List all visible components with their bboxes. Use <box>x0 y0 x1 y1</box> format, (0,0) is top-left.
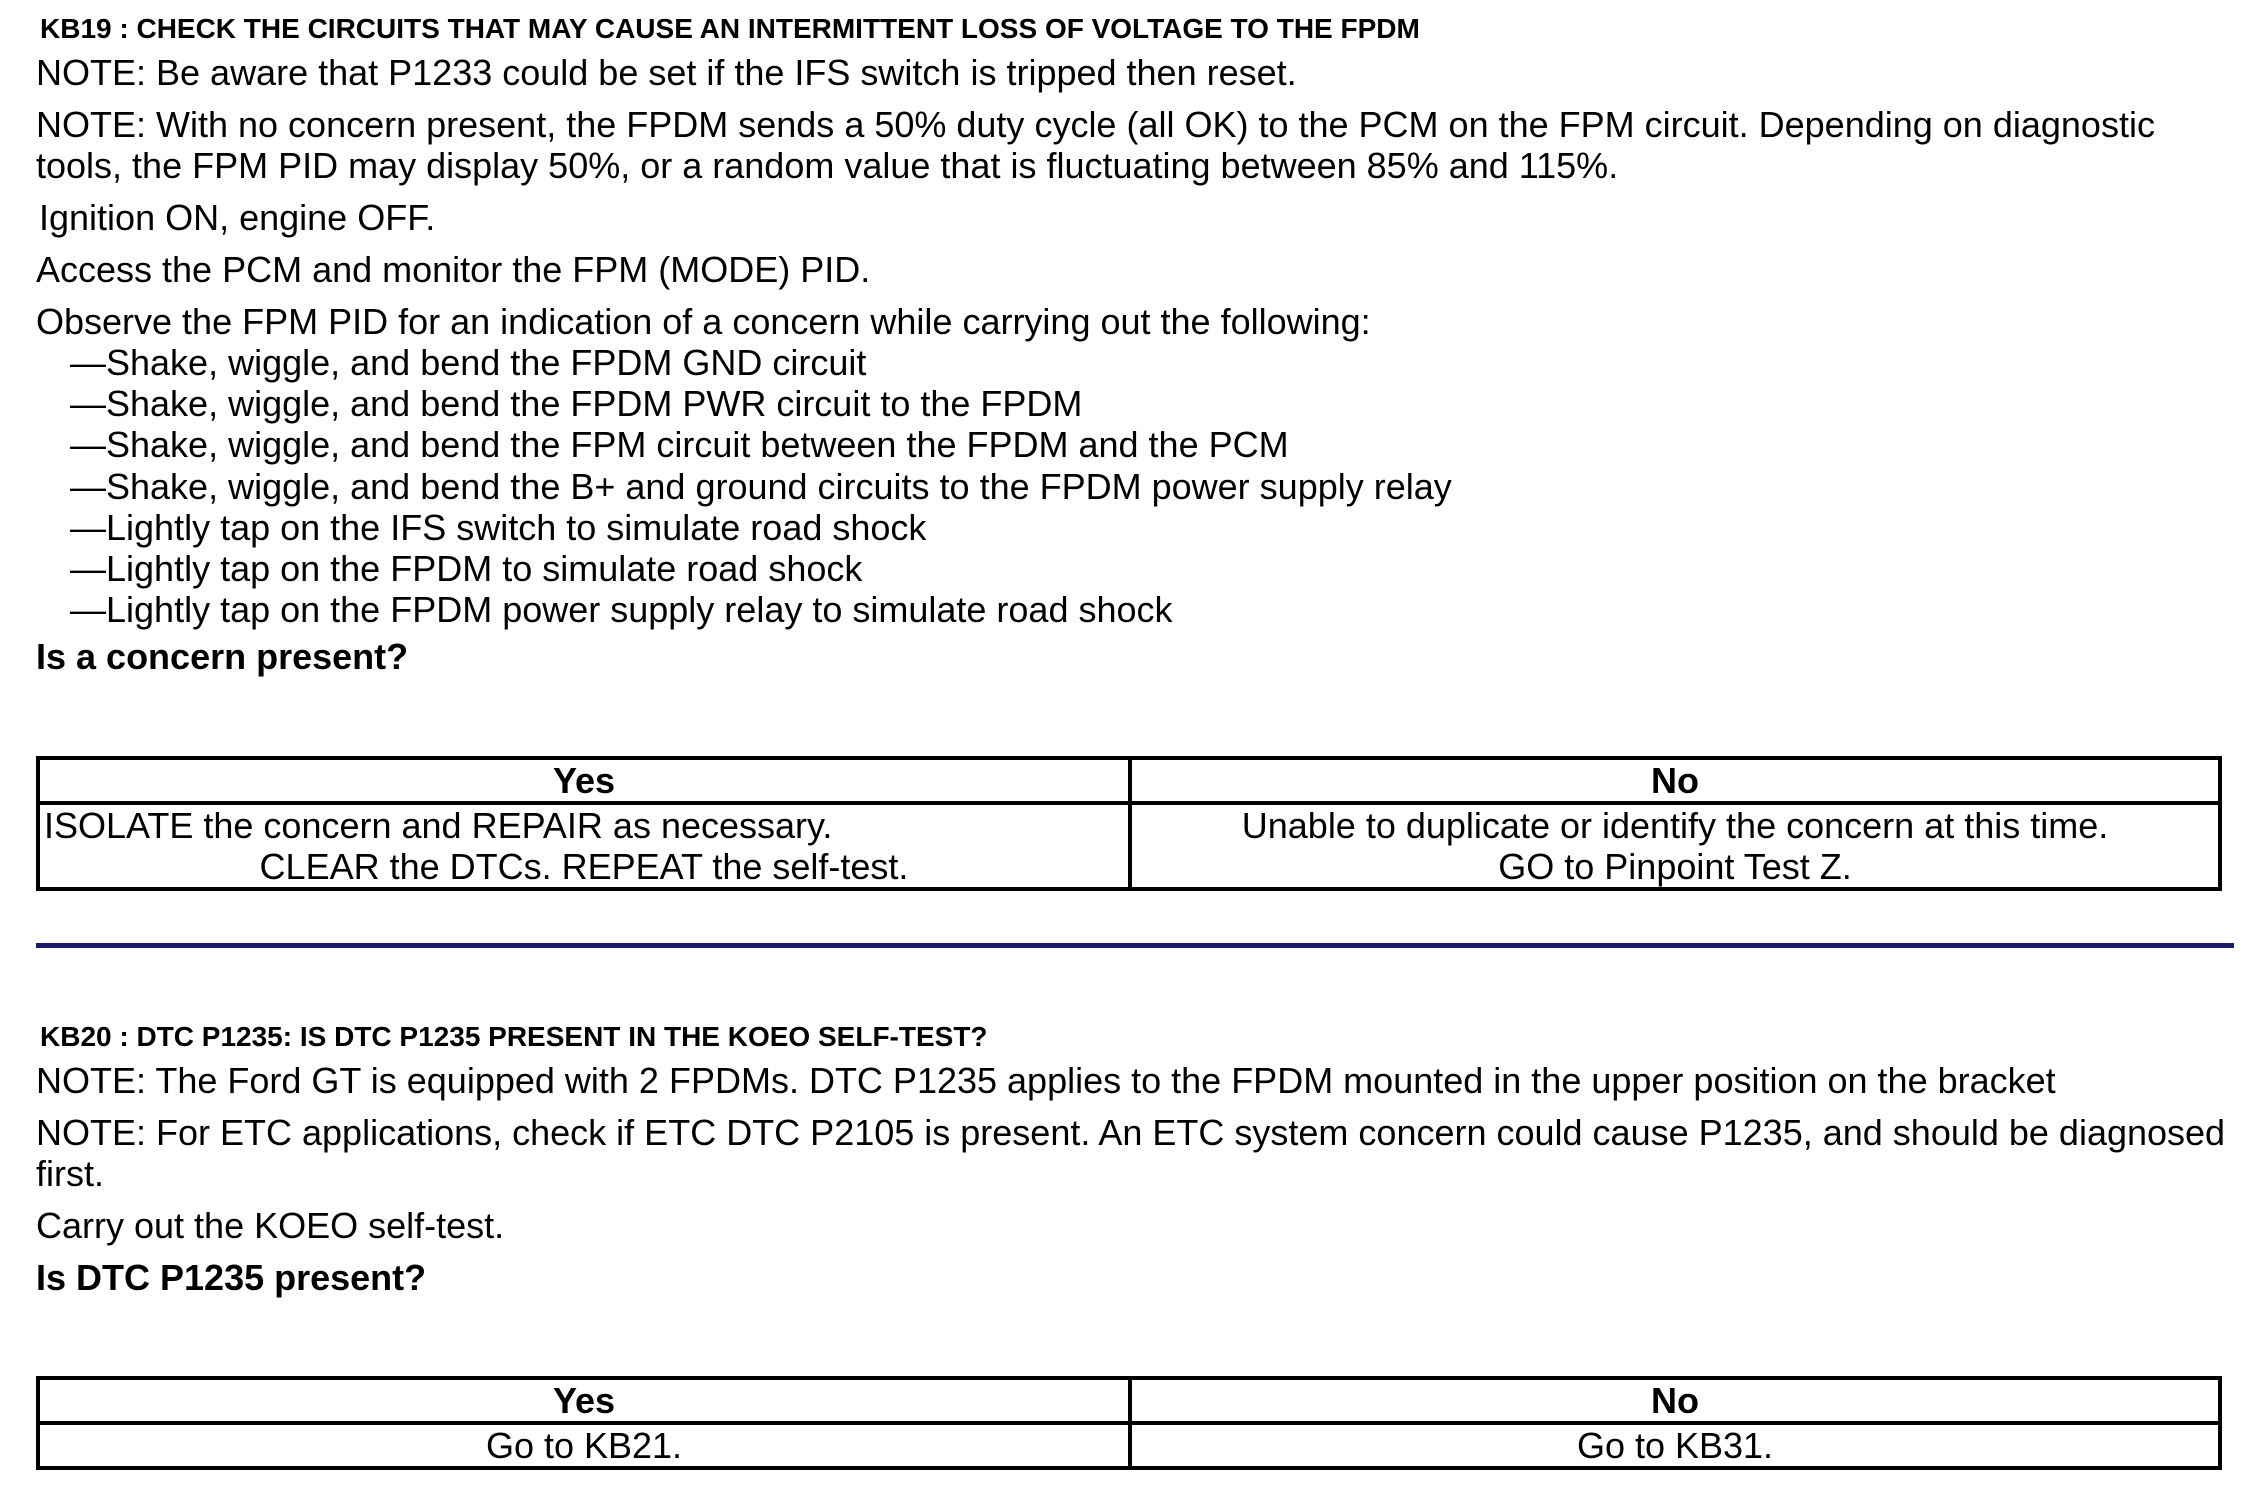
kb19-step-ignition: Ignition ON, engine OFF. <box>39 197 436 238</box>
kb19-note-1: NOTE: Be aware that P1233 could be set if the IFS switch is tripped then reset. <box>36 52 1297 93</box>
kb19-action-item: —Lightly tap on the IFS switch to simulate road shock <box>70 506 927 548</box>
yes-cell: Go to KB21. <box>38 1423 1130 1468</box>
kb19-action-item: —Shake, wiggle, and bend the FPDM GND circuit <box>70 342 867 383</box>
kb19-title: KB19 : CHECK THE CIRCUITS THAT MAY CAUSE AN INTERMITTENT LOSS OF VOLTAGE TO THE FPDM <box>40 13 1420 44</box>
kb20-title: KB20 : DTC P1235: IS DTC P1235 PRESENT IN THE KOEO SELF-TEST? <box>40 1021 988 1052</box>
kb19-section <box>36 12 2226 678</box>
no-header: No <box>1130 1378 2220 1423</box>
no-cell: Go to KB31. <box>1130 1423 2220 1468</box>
no-text-line: Unable to duplicate or identify the concern at this time. <box>1241 805 2109 846</box>
kb19-question: Is a concern present? <box>36 636 409 678</box>
yes-header: Yes <box>38 1378 1130 1423</box>
table-header-row <box>38 1378 2220 1423</box>
kb19-step-observe: Observe the FPM PID for an indication of a concern while carrying out the following: <box>36 301 1371 342</box>
no-header: No <box>1130 758 2220 803</box>
section-divider <box>36 943 2234 948</box>
kb20-note-2: NOTE: For ETC applications, check if ETC DTC P2105 is present. An ETC system concern could cause P1235, and should be diagnosed first. <box>36 1112 2226 1194</box>
table-row <box>38 1423 2220 1468</box>
kb19-action-item: —Shake, wiggle, and bend the FPM circuit between the FPDM and the PCM <box>70 424 1289 466</box>
kb19-note-2: NOTE: With no concern present, the FPDM sends a 50% duty cycle (all OK) to the PCM on the FPM circuit. Depending on diagnostic tools, the FPM PID may display 50%, or a random value that is fluctuating between 85% and 115%. <box>36 104 2155 186</box>
yes-cell <box>38 803 1130 889</box>
yes-text-line: CLEAR the DTCs. REPEAT the self-test. <box>259 846 909 887</box>
kb19-action-item: —Lightly tap on the FPDM power supply relay to simulate road shock <box>70 589 1173 631</box>
kb19-answer-table <box>36 756 2222 891</box>
kb20-step-koeo: Carry out the KOEO self-test. <box>36 1205 505 1246</box>
kb19-action-item: —Lightly tap on the FPDM to simulate road shock <box>70 548 863 590</box>
kb20-note-1: NOTE: The Ford GT is equipped with 2 FPDMs. DTC P1235 applies to the FPDM mounted in the upper position on the bracket <box>36 1060 2056 1101</box>
no-cell <box>1130 803 2220 889</box>
kb19-action-item: —Shake, wiggle, and bend the B+ and ground circuits to the FPDM power supply relay <box>70 465 1452 507</box>
kb19-step-access-pcm: Access the PCM and monitor the FPM (MODE) PID. <box>36 249 871 290</box>
kb20-answer-table <box>36 1376 2222 1470</box>
yes-header: Yes <box>38 758 1130 803</box>
kb19-action-list <box>70 342 2226 630</box>
no-text-line: GO to Pinpoint Test Z. <box>1498 846 1852 887</box>
table-row <box>38 803 2220 889</box>
table-header-row <box>38 758 2220 803</box>
kb20-question: Is DTC P1235 present? <box>36 1257 427 1298</box>
yes-text-line: ISOLATE the concern and REPAIR as necessary. <box>44 805 833 846</box>
kb19-action-item: —Shake, wiggle, and bend the FPDM PWR circuit to the FPDM <box>70 383 1083 425</box>
kb20-section <box>36 1020 2226 1299</box>
